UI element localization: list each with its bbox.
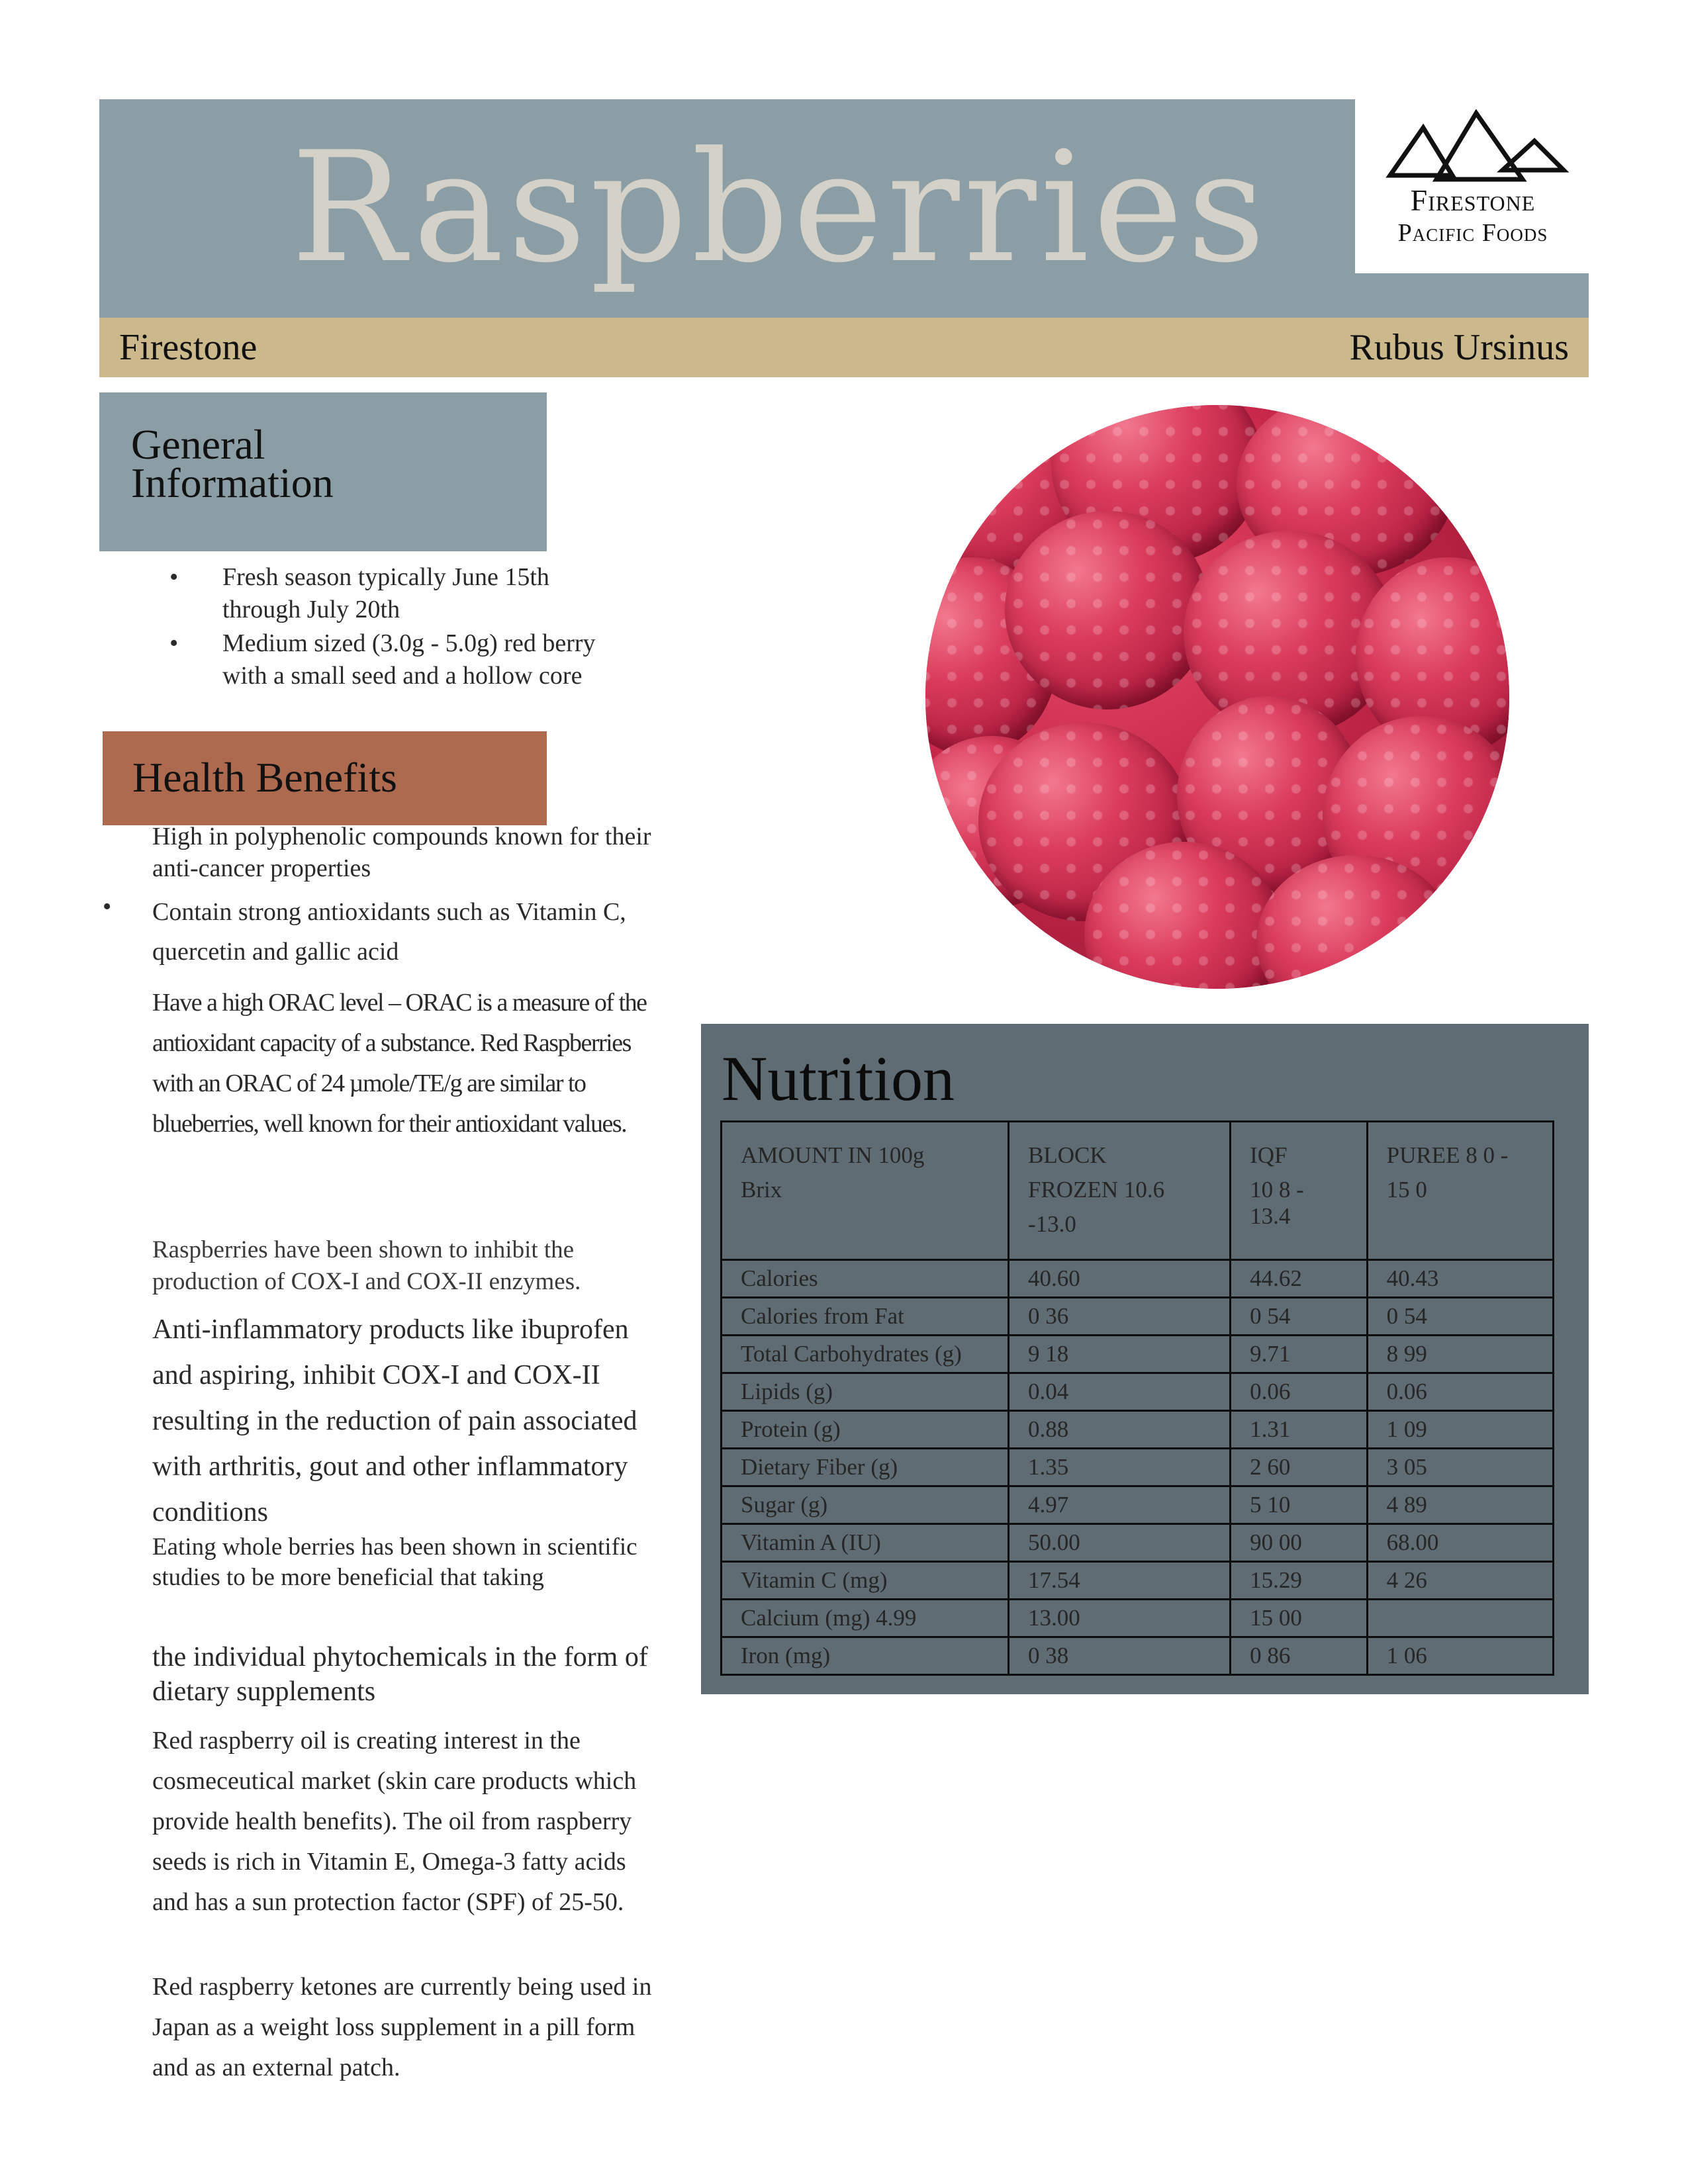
raspberries-photo [925, 405, 1509, 989]
header-banner-strip [1355, 273, 1589, 318]
bullet-icon: • [103, 893, 112, 921]
health-benefits-heading: Health Benefits [103, 731, 547, 825]
nutrition-title: Nutrition [722, 1043, 955, 1114]
health-benefit-paragraph: the individual phytochemicals in the form of dietary supplements [152, 1642, 648, 1707]
health-benefit-paragraph: Eating whole berries has been shown in scientific studies to be more beneficial that taking [152, 1533, 637, 1591]
brand-label: Firestone [119, 327, 258, 368]
table-row: Iron (mg) 0 38 0 86 1 06 [722, 1637, 1554, 1675]
bullet-icon: • [169, 563, 179, 591]
nutrition-table [720, 1120, 1554, 1676]
general-information-heading: General Information [99, 392, 547, 551]
table-row: Calcium (mg) 4.99 13.00 15 00 [722, 1600, 1554, 1637]
table-row: Vitamin C (mg) 17.54 15.29 4 26 [722, 1562, 1554, 1600]
column-header-amount: AMOUNT IN 100g Brix [722, 1122, 1009, 1260]
page-title: Raspberries [291, 120, 1270, 296]
table-row: Vitamin A (IU) 50.00 90 00 68.00 [722, 1524, 1554, 1562]
health-benefit-paragraph: Contain strong antioxidants such as Vitamin C, quercetin and gallic acid [152, 898, 626, 966]
list-item: • Fresh season typically June 15th through July 20th [159, 561, 622, 626]
logo-company-name: Firestone [1410, 183, 1536, 217]
subtitle-band [99, 318, 1589, 377]
health-benefit-paragraph: Have a high ORAC level – ORAC is a measure of the antioxidant capacity of a substance. Red Raspberries with an ORAC of 24 µmole/TE/g are similar to blueberries, well known for their antioxidant values. [152, 989, 647, 1138]
list-item: • Medium sized (3.0g - 5.0g) red berry with a small seed and a hollow core [159, 627, 622, 692]
health-benefit-paragraph: Raspberries have been shown to inhibit the production of COX-I and COX-II enzymes. [152, 1236, 581, 1295]
health-benefit-paragraph: High in polyphenolic compounds known for their anti-cancer properties [152, 823, 651, 882]
table-row: Sugar (g) 4.97 5 10 4 89 [722, 1486, 1554, 1524]
table-row: Calories 40.60 44.62 40.43 [722, 1260, 1554, 1298]
general-information-list [159, 561, 622, 694]
bullet-icon: • [169, 629, 179, 657]
column-header-puree: PUREE 8 0 - 15 0 [1367, 1122, 1553, 1260]
logo-company-tagline: Pacific Foods [1397, 219, 1548, 247]
health-benefit-paragraph: Red raspberry oil is creating interest in the cosmeceutical market (skin care products which provide health benefits). The oil from raspberry seeds is rich in Vitamin E, Omega-3 fatty acids and has a sun protection factor (SPF) of 25-50. [152, 1727, 637, 1916]
table-row: Lipids (g) 0.04 0.06 0.06 [722, 1373, 1554, 1411]
table-row: Total Carbohydrates (g) 9 18 9.71 8 99 [722, 1336, 1554, 1373]
species-label: Rubus Ursinus [1349, 327, 1569, 368]
table-row: Calories from Fat 0 36 0 54 0 54 [722, 1298, 1554, 1336]
health-benefit-paragraph: Red raspberry ketones are currently being used in Japan as a weight loss supplement in a pill form and as an external patch. [152, 1973, 652, 2081]
table-row: Dietary Fiber (g) 1.35 2 60 3 05 [722, 1449, 1554, 1486]
table-row: Protein (g) 0.88 1.31 1 09 [722, 1411, 1554, 1449]
column-header-iqf: IQF 10 8 - 13.4 [1231, 1122, 1368, 1260]
mountains-icon [1378, 109, 1570, 182]
table-header-row [722, 1122, 1554, 1260]
health-benefit-paragraph: Anti-inflammatory products like ibuprofen and aspiring, inhibit COX-I and COX-II resulting in the reduction of pain associated with arthritis, gout and other inflammatory conditions [152, 1314, 637, 1527]
column-header-block-frozen: BLOCK FROZEN 10.6 -13.0 [1009, 1122, 1231, 1260]
